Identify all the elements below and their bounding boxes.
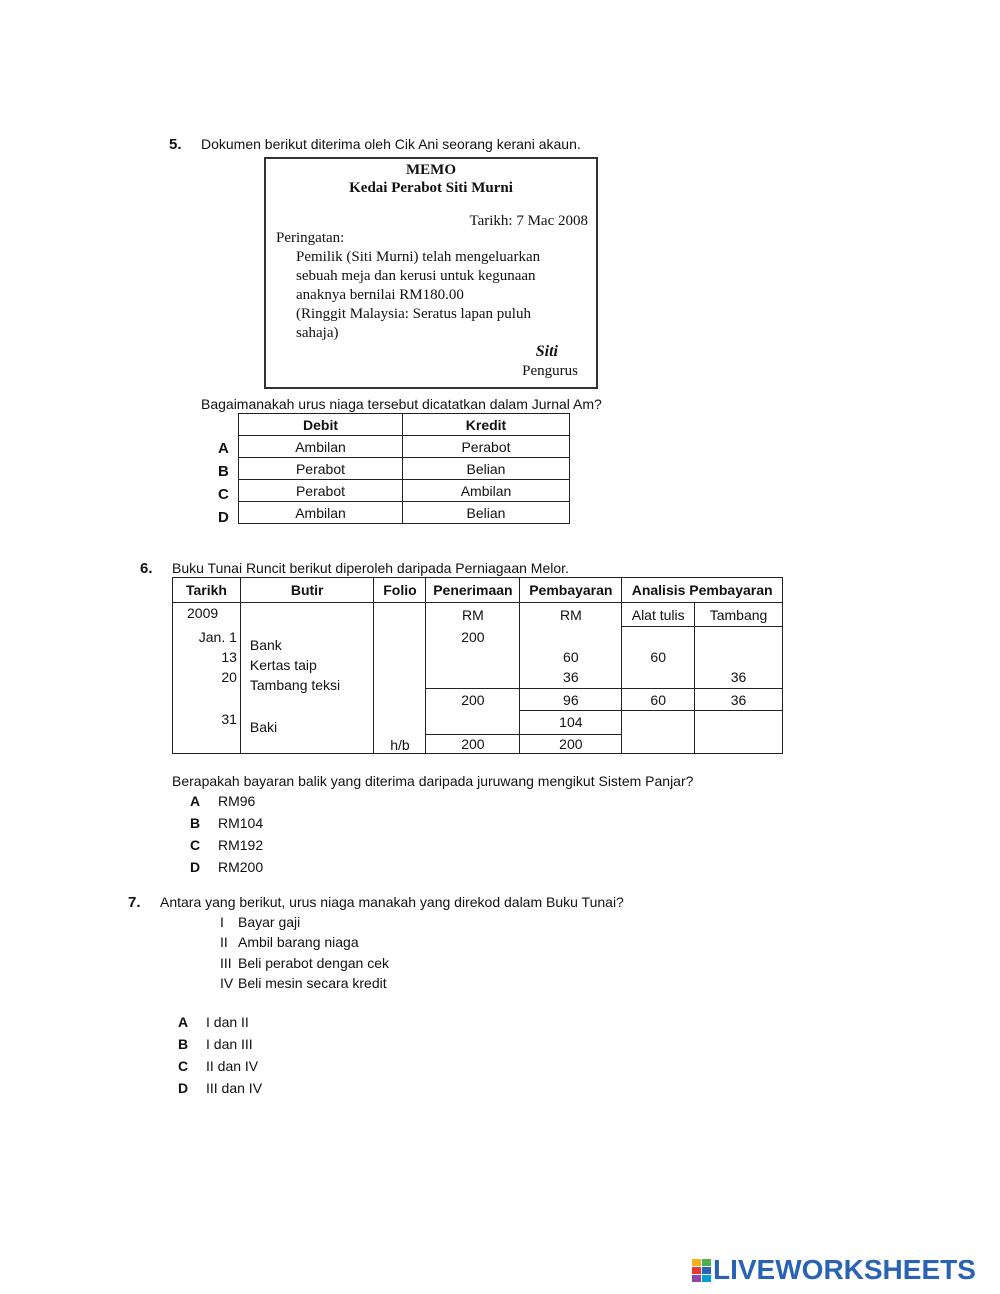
statement-ii	[220, 934, 359, 950]
memo-date: Tarikh: 7 Mac 2008	[469, 213, 588, 229]
entry-tambang: 36	[730, 669, 747, 685]
question-number-6: 6.	[140, 560, 153, 577]
statement-num: I	[220, 914, 224, 930]
rm-label: RM	[426, 603, 520, 627]
entry-butir: Tambang teksi	[249, 677, 341, 693]
header-tambang: Tambang	[695, 603, 783, 627]
header-butir: Butir	[240, 578, 374, 603]
memo-signer: Pengurus	[522, 363, 578, 379]
cell-debit: Perabot	[239, 458, 403, 480]
statement-i	[220, 914, 300, 930]
option-a[interactable]	[190, 793, 255, 809]
grand-total-penerimaan: 200	[426, 734, 520, 753]
pembayaran-entries	[520, 627, 622, 689]
cell-kredit: Perabot	[403, 436, 570, 458]
option-text: I dan II	[206, 1014, 249, 1030]
option-label: A	[178, 1014, 189, 1030]
logo-text: LIVEWORKSHEETS	[713, 1254, 976, 1285]
entry-pembayaran: 60	[563, 648, 579, 665]
alat-entries	[622, 627, 695, 689]
penerimaan-entries	[426, 627, 520, 689]
option-text: RM104	[218, 815, 264, 831]
logo-grid-icon	[692, 1259, 710, 1281]
option-label: D	[178, 1080, 189, 1096]
entry-butir: Bank	[249, 637, 282, 653]
cell-kredit: Ambilan	[403, 480, 570, 502]
memo-body-line: sahaja)	[296, 325, 339, 341]
total-pembayaran: 96	[520, 689, 622, 711]
statement-text: Bayar gaji	[238, 914, 301, 930]
memo-body-line: (Ringgit Malaysia: Seratus lapan puluh	[296, 306, 531, 322]
option-label-d[interactable]: D	[218, 509, 229, 526]
option-label-b[interactable]: B	[218, 463, 229, 480]
option-text: RM192	[218, 837, 264, 853]
statement-iv	[220, 975, 387, 991]
option-label: C	[190, 837, 201, 853]
entry-penerimaan: 200	[461, 628, 485, 645]
cell-kredit: Belian	[403, 502, 570, 524]
option-label-a[interactable]: A	[218, 440, 229, 457]
petty-cash-book-table	[172, 577, 783, 754]
header-analisis: Analisis Pembayaran	[622, 578, 783, 603]
option-text: I dan III	[206, 1036, 253, 1052]
option-text: II dan IV	[206, 1058, 259, 1074]
option-text: RM200	[218, 859, 264, 875]
option-b[interactable]	[190, 815, 263, 831]
option-c[interactable]	[178, 1058, 258, 1074]
statement-text: Beli mesin secara kredit	[238, 975, 387, 991]
question-6-prompt: Berapakah bayaran balik yang diterima daripada juruwang mengikut Sistem Panjar?	[172, 773, 694, 789]
question-number-7: 7.	[128, 894, 141, 911]
total-alat: 60	[622, 689, 695, 711]
statement-num: III	[220, 955, 232, 971]
entry-date: 13	[221, 649, 237, 665]
table-row[interactable]	[239, 480, 570, 502]
option-label: A	[190, 793, 201, 809]
option-label: B	[178, 1036, 189, 1052]
entry-butir: Kertas taip	[249, 657, 317, 673]
tarikh-column	[173, 603, 241, 754]
cell-kredit: Belian	[403, 458, 570, 480]
question-5-text: Dokumen berikut diterima oleh Cik Ani seorang kerani akaun.	[201, 136, 581, 152]
baki-pembayaran: 104	[520, 711, 622, 735]
option-text: RM96	[218, 793, 256, 809]
option-label: C	[178, 1058, 189, 1074]
memo-signature: Siti	[535, 343, 558, 360]
tambang-entries	[695, 627, 783, 689]
entry-date: Jan. 1	[198, 629, 237, 645]
question-number-5: 5.	[169, 136, 182, 153]
entry-date: 20	[221, 669, 237, 685]
memo-shop-name: Kedai Perabot Siti Murni	[349, 180, 513, 196]
memo-body-line: sebuah meja dan kerusi untuk kegunaan	[296, 268, 536, 284]
header-kredit: Kredit	[403, 414, 570, 436]
header-pembayaran: Pembayaran	[520, 578, 622, 603]
memo-document	[264, 157, 598, 389]
header-debit: Debit	[239, 414, 403, 436]
option-label: D	[190, 859, 201, 875]
statement-num: IV	[220, 975, 234, 991]
liveworksheets-logo[interactable]	[692, 1253, 992, 1287]
grand-total-pembayaran: 200	[520, 734, 622, 753]
option-d[interactable]	[178, 1080, 262, 1096]
statement-num: II	[220, 934, 228, 950]
question-5-prompt: Bagaimanakah urus niaga tersebut dicatatkan dalam Jurnal Am?	[201, 396, 602, 412]
option-text: III dan IV	[206, 1080, 263, 1096]
header-penerimaan: Penerimaan	[426, 578, 520, 603]
baki-butir: Baki	[249, 719, 278, 735]
header-alat-tulis: Alat tulis	[622, 603, 695, 627]
header-folio: Folio	[374, 578, 426, 603]
option-c[interactable]	[190, 837, 263, 853]
total-penerimaan: 200	[426, 689, 520, 711]
journal-options-table	[238, 413, 570, 524]
memo-body	[296, 248, 588, 343]
statement-text: Ambil barang niaga	[238, 934, 359, 950]
rm-label: RM	[520, 603, 622, 627]
entry-alat: 60	[650, 649, 666, 665]
cell-debit: Ambilan	[239, 436, 403, 458]
entry-pembayaran: 36	[563, 668, 579, 685]
baki-date: 31	[221, 711, 237, 727]
option-b[interactable]	[178, 1036, 253, 1052]
year-label: 2009	[187, 605, 219, 621]
cell-debit: Ambilan	[239, 502, 403, 524]
table-row[interactable]	[239, 436, 570, 458]
question-7-text: Antara yang berikut, urus niaga manakah yang direkod dalam Buku Tunai?	[160, 894, 624, 910]
memo-title: MEMO	[406, 162, 456, 178]
total-tambang: 36	[695, 689, 783, 711]
table-row[interactable]	[239, 458, 570, 480]
memo-body-line: Pemilik (Siti Murni) telah mengeluarkan	[296, 249, 541, 265]
folio-column	[374, 603, 426, 754]
statement-text: Beli perabot dengan cek	[238, 955, 389, 971]
memo-heading: Peringatan:	[276, 230, 345, 246]
header-tarikh: Tarikh	[173, 578, 241, 603]
cell-debit: Perabot	[239, 480, 403, 502]
statement-iii	[220, 955, 389, 971]
baki-folio: h/b	[390, 737, 410, 753]
memo-body-line: anaknya bernilai RM180.00	[296, 287, 464, 303]
option-label-c[interactable]: C	[218, 486, 229, 503]
option-d[interactable]	[190, 859, 263, 875]
option-a[interactable]	[178, 1014, 249, 1030]
question-6-text: Buku Tunai Runcit berikut diperoleh daripada Perniagaan Melor.	[172, 560, 569, 576]
butir-column	[240, 603, 374, 754]
table-row[interactable]	[239, 502, 570, 524]
option-label: B	[190, 815, 201, 831]
